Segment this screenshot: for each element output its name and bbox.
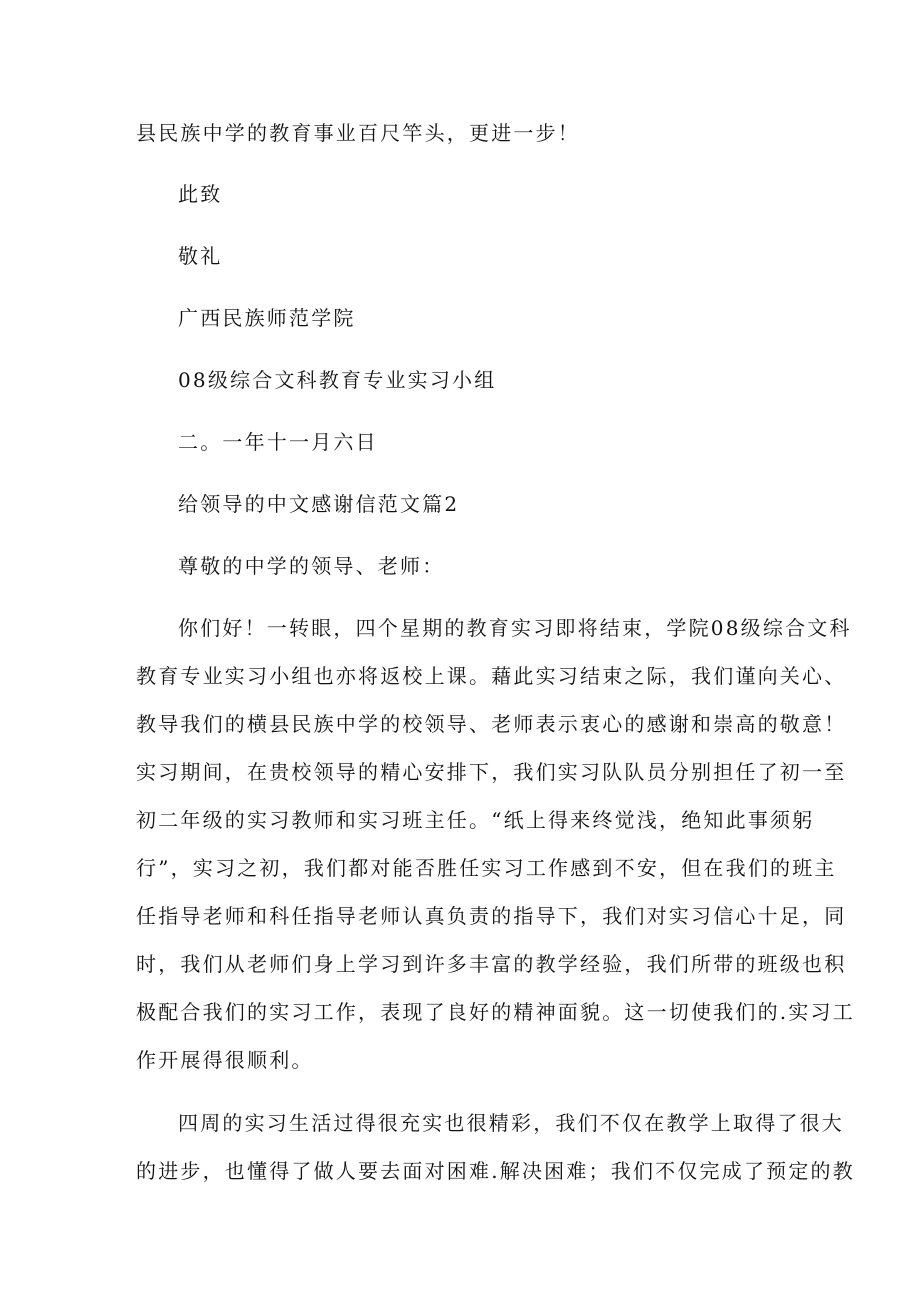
paragraph1-line: 初二年级的实习教师和实习班主任。“纸上得来终觉浅，绝知此事须躬 xyxy=(136,808,815,832)
paragraph2-line: 四周的实习生活过得很充实也很精彩，我们不仅在教学上取得了很大 xyxy=(178,1111,844,1135)
continuation-line: 县民族中学的教育事业百尺竿头，更进一步！ xyxy=(136,121,580,145)
paragraph1-line: 行”，实习之初，我们都对能否胜任实习工作感到不安，但在我们的班主 xyxy=(136,856,837,880)
closing-line: 此致 xyxy=(178,182,223,206)
paragraph1-line: 极配合我们的实习工作，表现了良好的精神面貌。这一切使我们的.实习工 xyxy=(136,1000,855,1024)
paragraph1-line: 教导我们的横县民族中学的校领导、老师表示衷心的感谢和崇高的敬意！ xyxy=(136,712,847,736)
paragraph1-line: 时，我们从老师们身上学习到许多丰富的教学经验，我们所带的班级也积 xyxy=(136,952,847,976)
letter-greeting: 尊敬的中学的领导、老师： xyxy=(178,554,445,578)
section-title: 给领导的中文感谢信范文篇2 xyxy=(178,492,460,516)
signature-date: 二。一年十一月六日 xyxy=(178,430,378,454)
paragraph1-line: 任指导老师和科任指导老师认真负责的指导下，我们对实习信心十足，同 xyxy=(136,904,847,928)
paragraph1-line: 你们好！一转眼，四个星期的教育实习即将结束，学院08级综合文科 xyxy=(178,616,852,640)
salute-line: 敬礼 xyxy=(178,244,223,268)
signature-group: 08级综合文科教育专业实习小组 xyxy=(178,368,497,392)
paragraph1-line: 实习期间，在贵校领导的精心安排下，我们实习队队员分别担任了初一至 xyxy=(136,760,847,784)
paragraph1-line: 作开展得很顺利。 xyxy=(136,1048,314,1072)
signature-school: 广西民族师范学院 xyxy=(178,306,356,330)
paragraph1-line: 教育专业实习小组也亦将返校上课。藉此实习结束之际，我们谨向关心、 xyxy=(136,664,847,688)
paragraph2-line: 的进步，也懂得了做人要去面对困难.解决困难；我们不仅完成了预定的教 xyxy=(136,1159,855,1183)
